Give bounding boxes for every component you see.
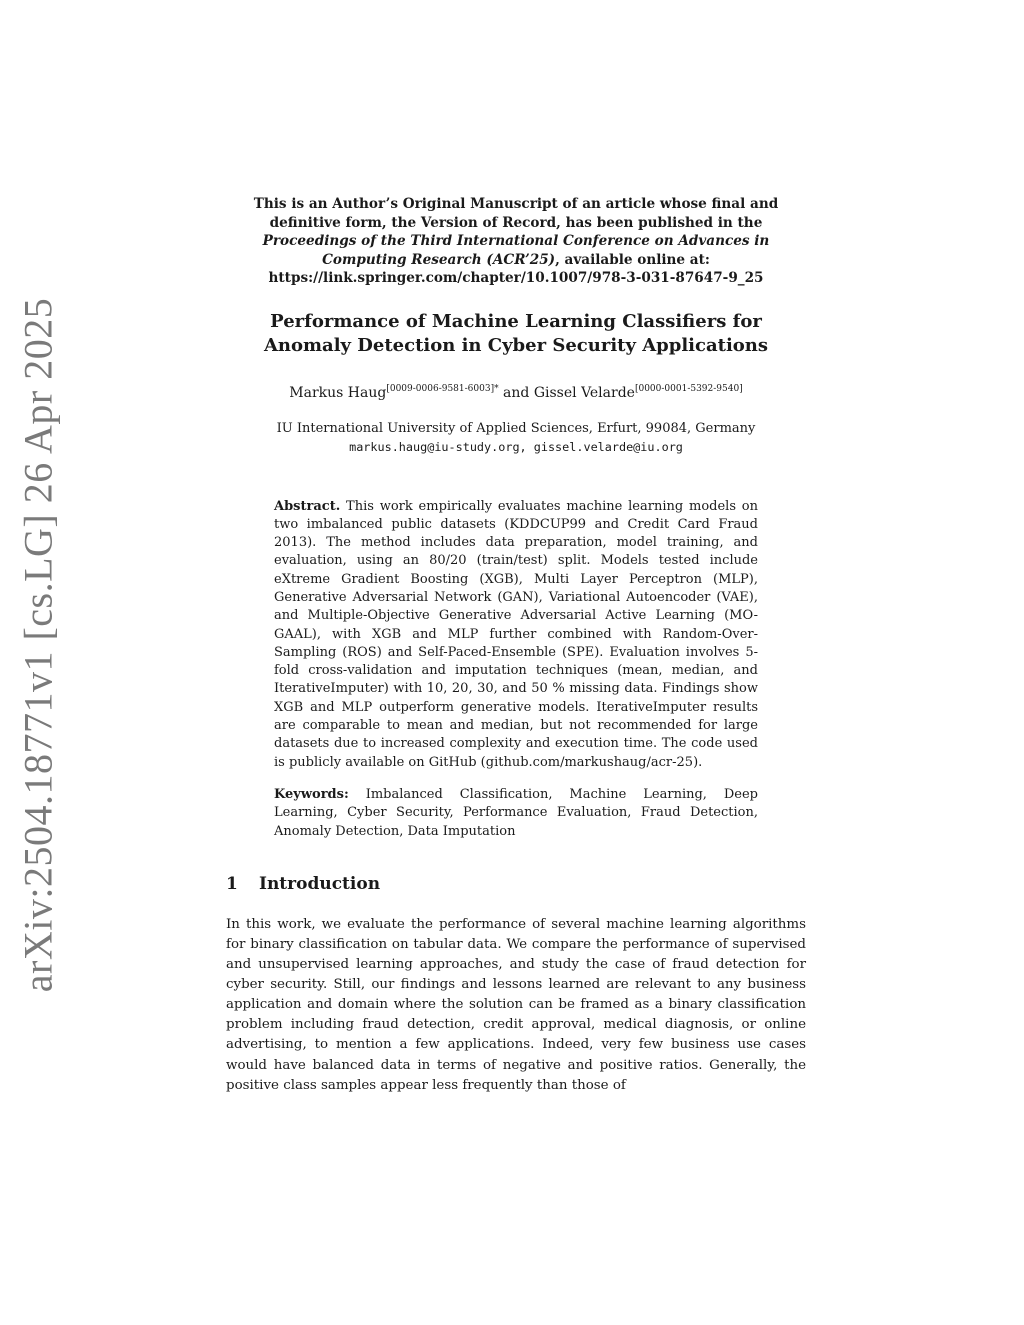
- paper-title: Performance of Machine Learning Classifiers for Anomaly Detection in Cyber Security Applications: [263, 310, 769, 356]
- author-name: Gissel Velarde: [533, 384, 635, 401]
- author-emails[interactable]: markus.haug@iu-study.org, gissel.velarde@iu.org: [349, 439, 683, 454]
- publication-notice: [226, 195, 806, 288]
- notice-availability: , available online at:: [555, 251, 710, 268]
- notice-url[interactable]: https://link.springer.com/chapter/10.1007/978-3-031-87647-9_25: [268, 270, 764, 286]
- author-list: [226, 384, 806, 402]
- author-name: Markus Haug: [289, 384, 387, 401]
- introduction-paragraph: In this work, we evaluate the performance of several machine learning algorithms for binary classification on tabular data. We compare the performance of supervised and unsupervised learning approaches, and study the case of fraud detection for cyber security. Still, our findings and lessons learned are relevant to any business application and domain where the solution can be framed as a binary classification problem including fraud detection, credit approval, medical diagnosis, or online advertising, to mention a few applications. Indeed, very few business use cases would have balanced data in terms of negative and positive ratios. Generally, the positive class samples appear less frequently than those of: [226, 916, 806, 1093]
- paper-first-page: [226, 195, 806, 1096]
- abstract-text: This work empirically evaluates machine learning models on two imbalanced public datasets (KDDCUP99 and Credit Card Fraud 2013). The method includes data preparation, model training, and evaluation, using an 80/20 (train/test) split. Models tested include eXtreme Gradient Boosting (XGB), Multi Layer Perceptron (MLP), Generative Adversarial Network (GAN), Variational Autoencoder (VAE), and Multiple-Objective Generative Adversarial Active Learning (MO-GAAL), with XGB and MLP further combined with Random-Over-Sampling (ROS) and Self-Paced-Ensemble (SPE). Evaluation involves 5-fold cross-validation and imputation techniques (mean, median, and IterativeImputer) with 10, 20, 30, and 50 % missing data. Findings show XGB and MLP outperform generative models. IterativeImputer results are comparable to mean and median, but not recommended for large datasets due to increased complexity and execution time. The code used is publicly available on GitHub (github.com/markushaug/acr-25).: [274, 498, 758, 770]
- section-title: Introduction: [259, 873, 381, 894]
- arxiv-identifier: arXiv:2504.18771v1 [cs.LG] 26 Apr 2025: [15, 297, 61, 993]
- section-heading-introduction: [226, 873, 806, 895]
- section-number: 1: [226, 873, 238, 894]
- author-orcid: [0009-0006-9581-6003]*: [386, 383, 499, 394]
- notice-text: This is an Author’s Original Manuscript of an article whose final and definitive form, the Version of Record, has been published in the: [253, 196, 779, 231]
- notice-venue: Proceedings of the Third International Conference on Advances in Computing Research (ACR’25): [262, 233, 770, 268]
- author-orcid: [0000-0001-5392-9540]: [634, 383, 743, 394]
- abstract-label: Abstract.: [274, 498, 341, 514]
- keywords-label: Keywords:: [274, 786, 349, 802]
- keywords: [274, 786, 758, 841]
- abstract: [274, 498, 758, 772]
- affiliation: IU International University of Applied Sciences, Erfurt, 99084, Germany: [276, 420, 756, 436]
- author-conjunction: and: [498, 384, 534, 401]
- keywords-text: Imbalanced Classification, Machine Learning, Deep Learning, Cyber Security, Performance Evaluation, Fraud Detection, Anomaly Detection, Data Imputation: [274, 786, 758, 839]
